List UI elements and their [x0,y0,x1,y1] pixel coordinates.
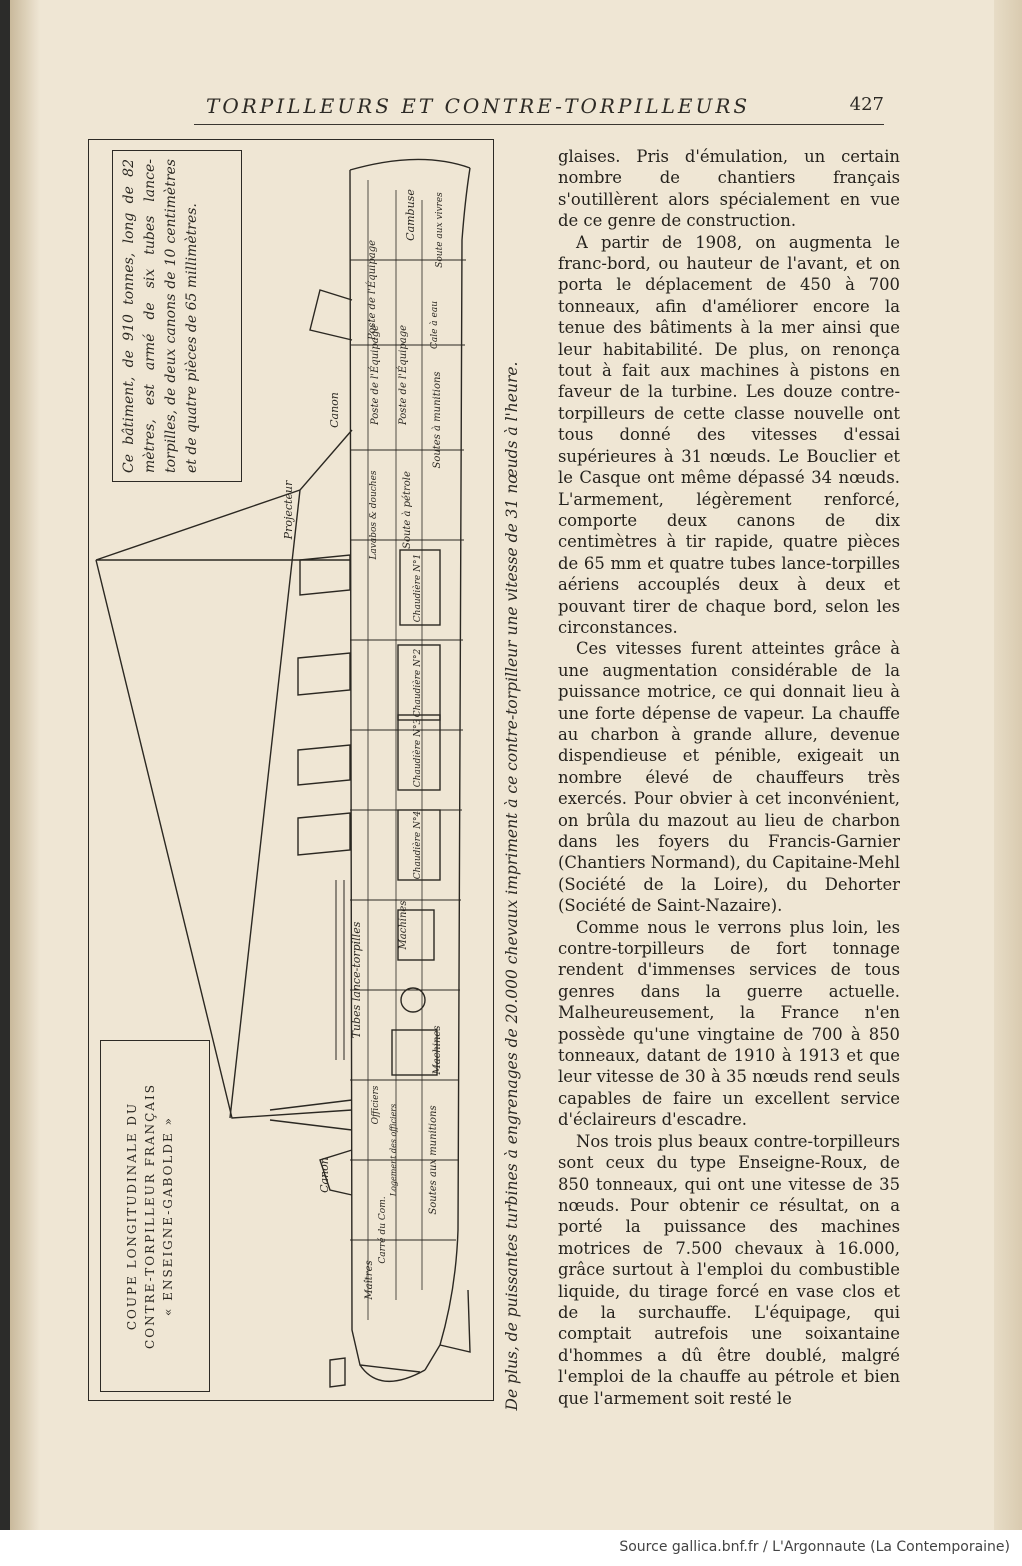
label-machines-1: Machines [398,900,409,950]
turbine-block [392,1030,437,1075]
body-paragraph: Ces vitesses furent atteintes grâce à une augmentation considérable de la puissance motrice, ce qui donnait lieu à une forte dépense de vapeur. La chauffe au charbon à grande allure, devenue dispendieuse et pénible, exigeait un nombre élevé de chauffeurs très exercés. Pour obvier à cet inconvénient, on brûla du mazout au lieu de charbon dans les foyers du Francis-Garnier (Chantiers Normand), du Capitaine-Mehl (Société de la Loire), du Dehorter (Société de Saint-Nazaire). [558,639,901,916]
label-chaudiere-2: Chaudière N°2 [413,648,423,718]
label-carre: Carré du Com. [378,1196,388,1264]
label-canon-fore: Canon [328,392,341,428]
label-lavabos: Lavabos & douches [369,470,379,560]
fore-gun-mount [310,290,352,340]
running-title: TORPILLEURS ET CONTRE-TORPILLEURS [206,94,751,118]
label-projecteur: Projecteur [282,480,295,540]
source-footer [0,1530,1022,1566]
label-soute-petrole: Soute à pétrole [402,471,413,549]
funnel-2 [298,653,350,695]
wireless-aerials [96,490,350,560]
body-paragraph: A partir de 1908, on augmenta le franc-bord, ou hauteur de l'avant, et on porta le déplacement de 450 à 700 tonneaux, afin d'améliorer encore la tenue des bâtiments à la mer ainsi que leur habitabilité. De plus, on renonça tout à fait aux machines à pistons en faveur de la turbine. Les douze contre-torpilleurs de cette classe nouvelle ont tous donné des vitesses d'essai supérieures à 31 nœuds. Le Bouclier et le Casque ont même dépassé 34 nœuds. L'armement, légèrement renforcé, comporte deux canons de dix centimètres à tir rapide, quatre pièces de 65 mm et quatre tubes lance-torpilles aériens accouplés deux à deux et pouvant tirer de chaque bord, selon les circonstances. [558,232,900,637]
label-machines-2: Machines [432,1025,443,1075]
label-chaudiere-4: Chaudière N°4 [413,810,423,880]
body-paragraph: Comme nous le verrons plus loin, les contre-torpilleurs de fort tonnage rendent d'immenses services de tous genres dans la guerre actuelle. Malheureusement, la France n'en possède qu'une vingtaine de 700 à 850 tonneaux, datant de 1910 à 1913 et que leur vitesse de 30 à 35 nœuds rend seuls capables de faire un excellent service d'éclaireurs d'escadre. [558,917,900,1130]
label-logement-officiers: Logement des officiers [389,1103,398,1197]
torpedo-tubes [336,880,344,1060]
caption-title-line-3: « ENSEIGNE-GABOLDE » [161,1116,175,1316]
label-soutes-munitions-aft: Soutes aux munitions [428,1105,439,1215]
funnel-1 [300,555,350,595]
figure-caption-title [101,1041,209,1391]
label-tubes: Tubes lance-torpilles [350,921,363,1039]
page-number: 427 [849,94,884,115]
figure-caption-description-box [112,150,242,482]
caption-title-line-2: CONTRE-TORPILLEUR FRANÇAIS [143,1083,157,1349]
rudder [440,1290,470,1352]
source-credit: Source gallica.bnf.fr / L'Argonnaute (La Contemporaine) [619,1539,1010,1555]
label-chaudiere-3: Chaudière N°3 [413,718,423,788]
body-text-column [558,146,900,1409]
figure-caption-title-box [100,1040,210,1392]
label-canon-aft: Canon [318,1157,331,1193]
label-chaudiere-1: Chaudière N°1 [413,553,423,623]
funnel-3 [298,745,350,785]
ensign-flag [330,1358,345,1387]
label-cambuse: Cambuse [404,189,417,241]
label-soutes-munitions-fore: Soutes à munitions [432,371,443,469]
main-deck-line [350,170,420,1372]
body-paragraph: glaises. Pris d'émulation, un certain nombre de chantiers français s'outillèrent alors spécialement en vue de ce genre de construction. [558,147,900,231]
label-cale-eau: Cale à eau [430,300,440,350]
funnel-4 [298,813,350,855]
label-maitres: Maîtres [364,1260,375,1300]
label-soute-vivres: Soute aux vivres [435,192,445,268]
figure-caption-description: Ce bâtiment, de 910 tonnes, long de 82 mètres, est armé de six tubes lance-torpilles, de deux canons de 10 centimètres et de quatre pièces de 65 millimètres. [121,159,200,473]
label-poste-equipage-1: Poste de l'Équipage [367,239,378,341]
body-paragraph: Nos trois plus beaux contre-torpilleurs sont ceux du type Enseigne-Roux, de 850 tonneaux, qui ont une vitesse de 35 nœuds. Pour obtenir ce résultat, on a porté la puissance des machines motrices de 7.500 chevaux à 16.000, grâce surtout à l'emploi du combustible liquide, du tirage forcé en vase clos et de la surchauffe. L'équipage, qui comptait autrefois une soixantaine d'hommes a dû être doublé, malgré l'emploi de la chauffe au pétrole et bien que l'armement soit resté le [558,1131,900,1408]
caption-title-line-1: COUPE LONGITUDINALE DU [125,1101,139,1331]
label-poste-equipage-2: Poste de l'Équipage [398,324,409,426]
label-poste-equipage-3: Poste de l'Équipage [370,324,381,426]
label-officiers: Officiers [371,1085,381,1125]
figure-side-caption: De plus, de puissantes turbines à engrenages de 20.000 chevaux impriment à ce contre-torpilleur une vitesse de 31 nœuds à l'heure. [503,361,521,1411]
